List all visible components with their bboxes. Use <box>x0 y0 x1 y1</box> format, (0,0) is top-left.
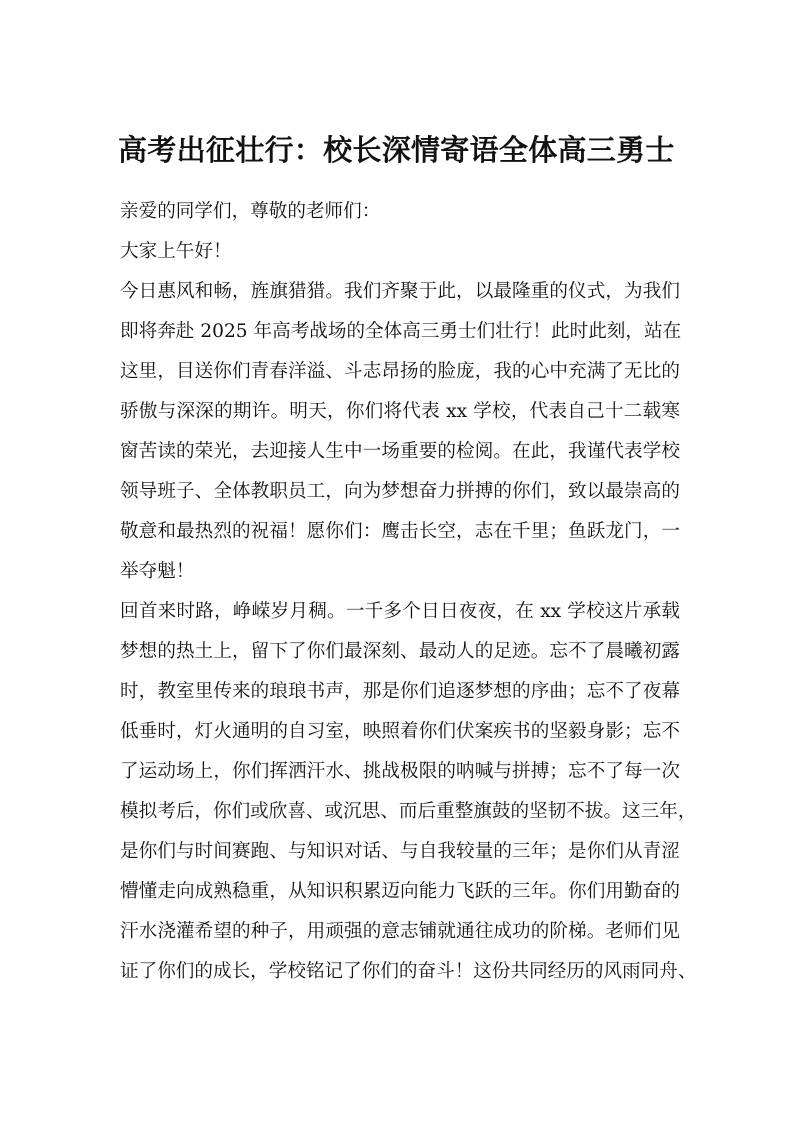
text-line: 证了你们的成长，学校铭记了你们的奋斗！这份共同经历的风雨同舟、 <box>120 961 697 982</box>
text-line: 汗水浇灌希望的种子，用顽强的意志铺就通往成功的阶梯。老师们见 <box>120 921 680 942</box>
text-line: 模拟考后，你们或欣喜、或沉思、而后重整旗鼓的坚韧不拔。这三年， <box>120 801 697 822</box>
text-line: 低垂时，灯火通明的自习室，映照着你们伏案疾书的坚毅身影；忘不 <box>120 721 680 742</box>
text-line: 窗苦读的荣光，去迎接人生中一场重要的检阅。在此，我谨代表学校 <box>120 441 680 462</box>
text-line: 骄傲与深深的期许。明天，你们将代表 xx 学校，代表自己十二载寒 <box>120 401 680 422</box>
text-line: 敬意和最热烈的祝福！愿你们：鹰击长空，志在千里；鱼跃龙门，一 <box>120 521 680 542</box>
text-line: 领导班子、全体教职员工，向为梦想奋力拼搏的你们，致以最崇高的 <box>120 481 680 502</box>
text-line: 懵懂走向成熟稳重，从知识积累迈向能力飞跃的三年。你们用勤奋的 <box>120 881 680 902</box>
text-line: 了运动场上，你们挥洒汗水、挑战极限的呐喊与拼搏；忘不了每一次 <box>120 761 680 782</box>
text-line: 即将奔赴 2025 年高考战场的全体高三勇士们壮行！此时此刻，站在 <box>120 321 682 342</box>
text-line: 时，教室里传来的琅琅书声，那是你们追逐梦想的序曲；忘不了夜幕 <box>120 681 680 702</box>
text-line: 大家上午好！ <box>120 241 232 262</box>
text-line: 这里，目送你们青春洋溢、斗志昂扬的脸庞，我的心中充满了无比的 <box>120 361 680 382</box>
text-line: 是你们与时间赛跑、与知识对话、与自我较量的三年；是你们从青涩 <box>120 841 680 862</box>
text-line: 举夺魁！ <box>120 561 195 582</box>
text-line: 今日惠风和畅，旌旗猎猎。我们齐聚于此，以最隆重的仪式，为我们 <box>120 281 680 302</box>
text-line: 梦想的热土上，留下了你们最深刻、最动人的足迹。忘不了晨曦初露 <box>120 641 680 662</box>
document-title: 高考出征壮行：校长深情寄语全体高三勇士 <box>118 133 675 167</box>
text-line: 回首来时路，峥嵘岁月稠。一千多个日日夜夜，在 xx 学校这片承载 <box>120 601 680 622</box>
document-body <box>120 198 697 998</box>
text-line: 亲爱的同学们，尊敬的老师们： <box>120 201 381 222</box>
